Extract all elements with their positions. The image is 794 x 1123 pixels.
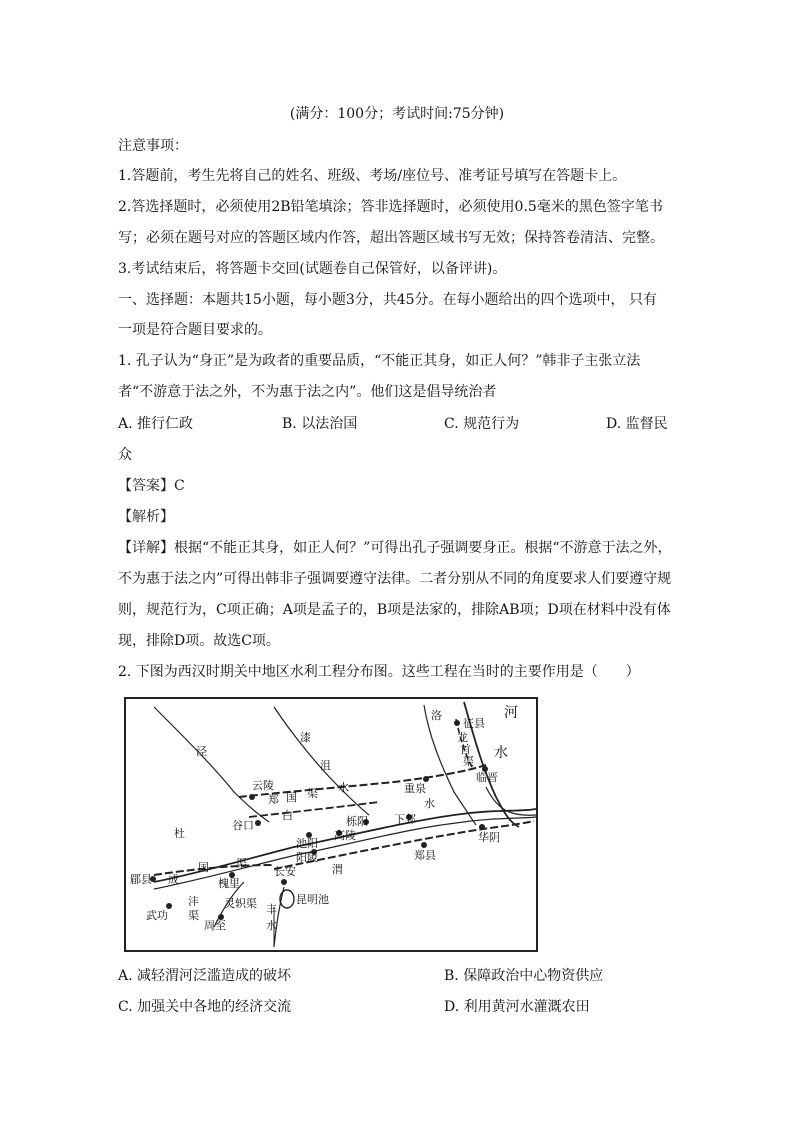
- map-label: 国: [198, 861, 209, 874]
- map-label: 丰: [266, 903, 277, 916]
- exam-info: (满分：100分；考试时间:75分钟): [289, 106, 505, 122]
- map-label: 成: [168, 873, 179, 886]
- map-label: 首: [460, 743, 471, 756]
- map-label: 沮: [320, 759, 331, 772]
- map-label: 洛: [431, 709, 442, 722]
- map-label: 渠: [307, 787, 318, 800]
- q1-option-b: B. 以法治国: [282, 416, 358, 432]
- map-label: 重泉: [404, 782, 426, 795]
- map-label: 水: [266, 919, 277, 932]
- map-label: 渭: [332, 863, 343, 876]
- q1-answer: 【答案】C: [118, 478, 185, 494]
- q1-detail: 【详解】根据“不能正其身，如正人何？”可得出孔子强调要身正。根据“不游意于法之外，: [118, 540, 672, 556]
- map-label: 杜: [174, 827, 185, 840]
- q2-option-a: A. 减轻渭河泛滥造成的破坏: [118, 968, 292, 984]
- map-label: 郑: [268, 793, 279, 806]
- map-label: 郿县: [130, 873, 152, 886]
- q1-option-a: A. 推行仁政: [118, 416, 194, 432]
- q1-detail: 则，规范行为，C项正确；A项是孟子的，B项是法家的，排除AB项；D项在材料中没有体: [118, 602, 671, 618]
- section-heading-cont: 一项是符合题目要求的。: [118, 322, 272, 338]
- map-label: 昆明池: [296, 893, 329, 906]
- note-item: 写；必须在题号对应的答题区域内作答，超出答题区域书写无效；保持答卷清洁、完整。: [118, 230, 664, 246]
- map-label: 水: [338, 781, 349, 794]
- map-label: 栎阳: [346, 815, 368, 828]
- map-label: 泾: [196, 745, 207, 758]
- map-label: 周至: [204, 919, 226, 932]
- map-label: 渠: [188, 909, 199, 922]
- map-label: 华阴: [478, 831, 500, 844]
- note-item: 2.答选择题时，必须使用2B铅笔填涂；答非选择题时，必须使用0.5毫米的黑色签字笔书: [118, 199, 663, 215]
- map-label: 白: [282, 809, 293, 822]
- map-label: 武功: [146, 909, 168, 922]
- notes-title: 注意事项：: [118, 138, 188, 154]
- q1-detail: 现，排除D项。故选C项。: [118, 633, 280, 649]
- map-label: 云陵: [252, 779, 274, 792]
- map-label: 郑县: [414, 849, 436, 862]
- map-label: 征县: [463, 717, 485, 730]
- question-2-stem: 2. 下图为西汉时期关中地区水利工程分布图。这些工程在当时的主要作用是（ ）: [118, 664, 640, 680]
- q1-analysis-label: 【解析】: [118, 509, 174, 525]
- map-label: 谷口: [232, 819, 254, 832]
- q1-detail: 不为惠于法之内”可得出韩非子强调要遵守法律。二者分别从不同的角度要求人们要遵守规: [118, 571, 672, 587]
- q2-option-d: D. 利用黄河水灌溉农田: [444, 999, 590, 1015]
- map-label: 渠: [236, 857, 247, 870]
- map-label: 高陵: [334, 829, 356, 842]
- map-label: 长安: [274, 865, 296, 878]
- note-item: 3.考试结束后，将答题卡交回(试题卷自己保管好，以备评讲)。: [118, 261, 507, 277]
- map-label: 临晋: [476, 771, 498, 784]
- map-label: 水: [424, 797, 435, 810]
- map-label: 漆: [300, 731, 311, 744]
- question-1-stem: 1. 孔子认为“身正”是为政者的重要品质，“不能正其身，如正人何？”韩非子主张立法: [118, 353, 641, 369]
- q2-option-b: B. 保障政治中心物资供应: [444, 968, 604, 984]
- map-label: 龙: [457, 731, 468, 744]
- q1-option-c: C. 规范行为: [444, 416, 520, 432]
- map-label: 下邽: [394, 813, 416, 826]
- question-1-stem-cont: 者“不游意于法之外，不为惠于法之内”。他们这是倡导统治者: [118, 384, 497, 400]
- map-label: 灵轵渠: [224, 897, 257, 910]
- map-label: 阳陵: [296, 851, 318, 864]
- map-label: 槐里: [218, 877, 240, 890]
- map-label: 河: [504, 705, 518, 721]
- note-item: 1.答题前，考生先将自己的姓名、班级、考场/座位号、准考证号填写在答题卡上。: [118, 168, 627, 184]
- map-label: 渠: [463, 755, 474, 768]
- map-label: 水: [494, 745, 508, 761]
- section-heading: 一、选择题：本题共15小题，每小题3分，共45分。在每小题给出的四个选项中， 只有: [118, 292, 657, 308]
- irrigation-map: [124, 697, 538, 952]
- map-label: 沣: [188, 895, 199, 908]
- map-label: 池阳: [296, 837, 318, 850]
- q1-option-d: D. 监督民: [606, 416, 668, 432]
- q1-option-d-cont: 众: [118, 447, 132, 463]
- map-label: 国: [286, 791, 297, 804]
- q2-option-c: C. 加强关中各地的经济交流: [118, 999, 292, 1015]
